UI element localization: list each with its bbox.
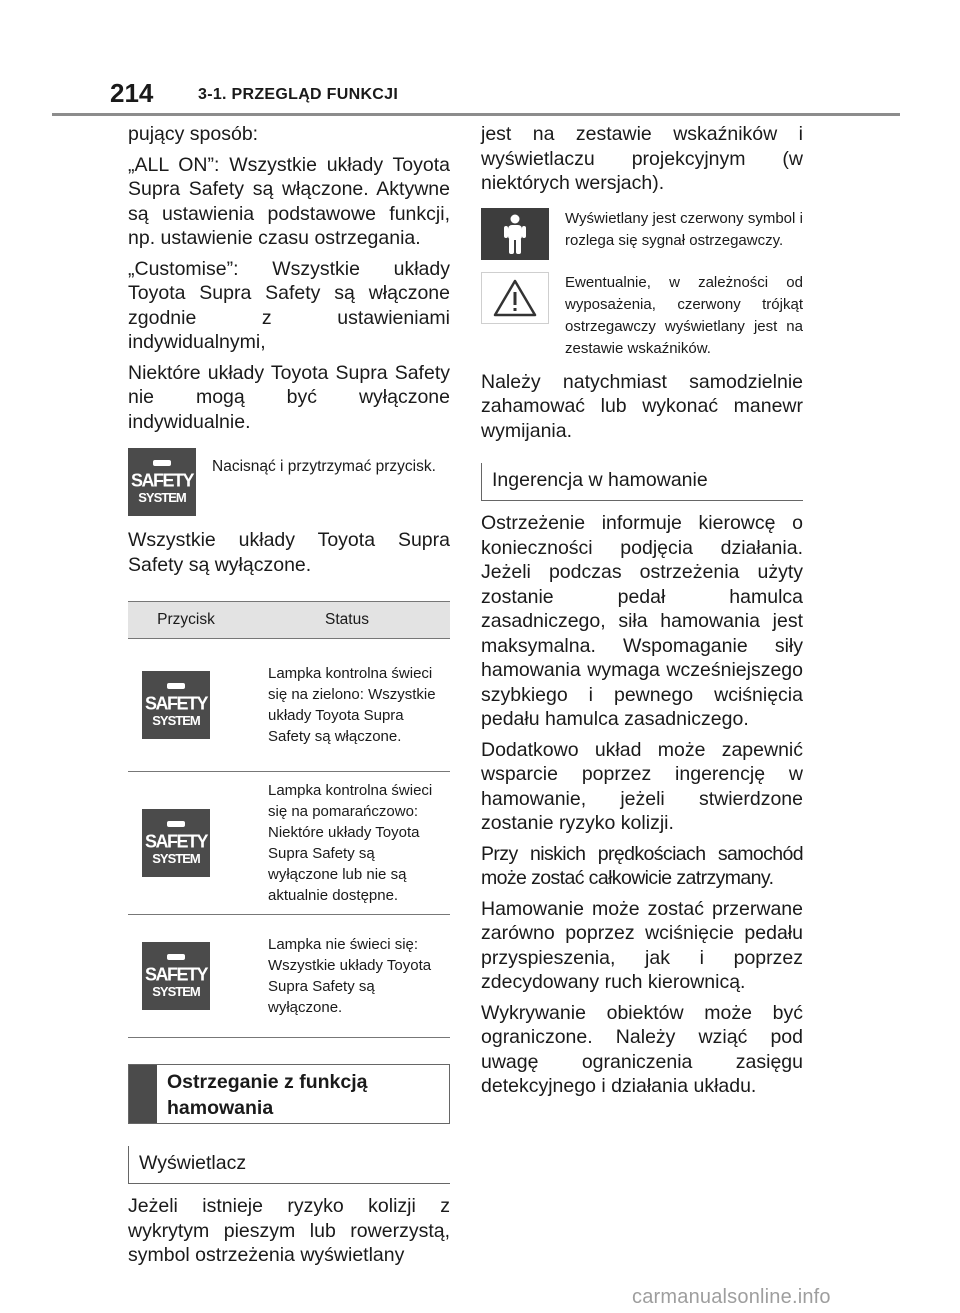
paragraph: „ALL ON”: Wszystkie układy Toyota Supra Safety są włączone. Aktywne są ustawienia podstawowe funkcji, np. ustawienie czasu ostrzegania. (128, 153, 450, 249)
system-label: SYSTEM (138, 490, 186, 505)
watermark: carmanualsonline.info (632, 1286, 831, 1308)
sub-heading: Ingerencja w hamowanie (481, 463, 803, 501)
indicator-lamp-icon (153, 460, 171, 466)
warning-symbol-row (481, 272, 803, 360)
paragraph: Jeżeli istnieje ryzyko kolizji z wykrytym pieszym lub rowerzystą, symbol ostrzeżenia wyświetlany (128, 1195, 450, 1266)
system-label: SYSTEM (152, 851, 200, 866)
safety-label: SAFETY (144, 830, 207, 852)
warning-caption: Wyświetlany jest czerwony symbol i rozlega się sygnał ostrzegawczy. (565, 209, 803, 249)
system-label: SYSTEM (152, 984, 200, 999)
status-table (128, 601, 450, 1038)
indicator-lamp-icon (167, 954, 185, 960)
paragraph: Należy natychmiast samodzielnie zahamować lub wykonać manewr wymijania. (481, 370, 803, 442)
indicator-lamp-icon (167, 821, 185, 827)
table-row (128, 639, 450, 772)
status-text: Lampka nie świeci się: Wszystkie układy Toyota Supra Safety są wyłączone. (244, 915, 450, 1038)
safety-label: SAFETY (144, 963, 207, 985)
press-caption: Nacisnąć i przytrzymać przycisk. (212, 458, 436, 475)
pedestrian-warning-icon (481, 208, 549, 260)
page-number: 214 (110, 78, 154, 108)
paragraph: „Customise”: Wszystkie układy Toyota Supra Safety są włączone zgodnie z ustawieniami indywidualnymi, (128, 257, 450, 353)
paragraph: Wykrywanie obiektów może być ograniczone. Należy wziąć pod uwagę ograniczenia zasięgu detekcyjnego i działania układu. (481, 1001, 803, 1097)
paragraph: Hamowanie może zostać przerwane zarówno poprzez wciśnięcie pedału przyspieszenia, jak i poprzez zdecydowany ruch kierownicą. (481, 897, 803, 993)
table-row (128, 915, 450, 1038)
paragraph: pujący sposób: (128, 123, 259, 145)
header-rule (52, 113, 900, 116)
status-text: Lampka kontrolna świeci się na zielono: Wszystkie układy Toyota Supra Safety są włączone. (244, 639, 450, 772)
paragraph: Ostrzeżenie informuje kierowcę o konieczności podjęcia działania. Jeżeli podczas ostrzeżenia użyty zostanie pedał hamulca zasadniczego, siła hamowania jest maksymalna. Wspomaganie siły hamowania wymaga wcześniejszego szybkiego i pewnego wciśnięcia pedału hamulca zasadniczego. (481, 512, 803, 730)
safety-system-button-icon (142, 809, 210, 877)
press-button-instruction (128, 448, 450, 516)
paragraph: Wszystkie układy Toyota Supra Safety są wyłączone. (128, 529, 450, 576)
safety-system-button-icon (142, 942, 210, 1010)
indicator-lamp-icon (167, 683, 185, 689)
section-heading: Ostrzeganie z funkcją hamowania (167, 1071, 368, 1119)
safety-label: SAFETY (130, 469, 193, 491)
right-column (481, 122, 803, 1105)
section-heading-box (128, 1064, 450, 1124)
paragraph: Przy niskich prędkościach samochód może zostać całkowicie zatrzymany. (481, 842, 803, 889)
heading-bar (129, 1065, 157, 1123)
warning-caption: Ewentualnie, w zależności od wyposażenia, czerwony trójkąt ostrzegawczy wyświetlany jest na zestawie wskaźników. (565, 273, 803, 357)
table-header-button: Przycisk (128, 602, 244, 639)
status-text: Lampka kontrolna świeci się na pomarańczowo: Niektóre układy Toyota Supra Safety są wyłączone lub nie są aktualnie dostępne. (244, 772, 450, 915)
safety-system-button-icon (142, 671, 210, 739)
section-title: 3-1. PRZEGLĄD FUNKCJI (198, 86, 399, 103)
paragraph: Niektóre układy Toyota Supra Safety nie mogą być wyłączone indywidualnie. (128, 361, 450, 433)
paragraph: Dodatkowo układ może zapewnić wsparcie poprzez ingerencję w hamowanie, jeżeli stwierdzone zostanie ryzyko kolizji. (481, 738, 803, 834)
paragraph: jest na zestawie wskaźników i wyświetlaczu projekcyjnym (w niektórych wersjach). (481, 123, 803, 194)
safety-system-button-icon (128, 448, 196, 516)
safety-label: SAFETY (144, 692, 207, 714)
left-column (128, 122, 450, 1274)
table-header-status: Status (244, 602, 450, 639)
warning-triangle-icon (481, 272, 549, 324)
system-label: SYSTEM (152, 713, 200, 728)
warning-symbol-row (481, 208, 803, 260)
sub-heading: Wyświetlacz (128, 1146, 450, 1184)
table-row (128, 772, 450, 915)
